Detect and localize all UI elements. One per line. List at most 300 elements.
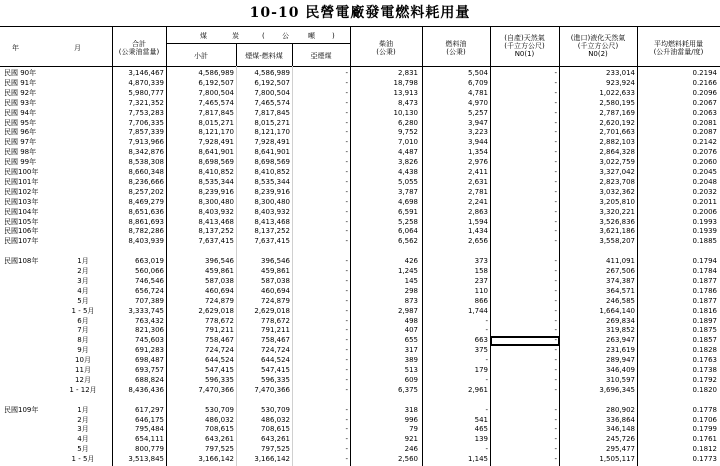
table-cell-ngd[interactable]: - [554,326,557,335]
table-cell-sub[interactable]: 8,641,901 [198,148,234,157]
table-cell-ngd[interactable]: - [554,217,557,226]
table-cell-fo[interactable]: 375 [474,346,488,355]
table-cell-bit[interactable]: 8,239,916 [254,187,290,196]
table-cell-diesel[interactable]: 407 [404,326,418,335]
table-cell-fo[interactable]: 1,145 [467,455,488,464]
table-cell-total[interactable]: 663,019 [135,257,164,266]
table-cell-fo[interactable]: 139 [474,435,488,444]
table-cell-diesel[interactable]: 7,010 [397,138,418,147]
table-cell-sub[interactable]: 8,137,252 [198,227,234,236]
table-cell-sub[interactable]: 778,672 [205,316,234,325]
table-cell-diesel[interactable]: 145 [404,276,418,285]
table-cell-diesel[interactable]: 921 [404,435,418,444]
table-cell-year[interactable]: 民國108年 [4,257,39,266]
table-cell-bit[interactable]: 530,709 [261,405,290,414]
table-cell-bit[interactable]: 644,524 [261,356,290,365]
table-cell-total[interactable]: 821,306 [135,326,164,335]
table-cell-ngd[interactable]: - [554,455,557,464]
table-cell-ngd[interactable]: - [554,227,557,236]
table-cell-subb[interactable]: - [345,435,348,444]
table-cell-total[interactable]: 800,779 [135,445,164,454]
table-cell-subb[interactable]: - [345,118,348,127]
table-cell-month[interactable]: 4月 [77,435,89,444]
table-cell-diesel[interactable]: 246 [404,445,418,454]
table-cell-year[interactable]: 民國100年 [4,168,39,176]
table-cell-year[interactable]: 民國101年 [4,177,39,186]
table-cell-avg[interactable]: 0.1706 [692,415,717,424]
table-cell-bit[interactable]: 724,724 [261,346,290,355]
table-cell-subb[interactable]: - [345,375,348,384]
table-cell-bit[interactable]: 7,817,845 [254,108,290,117]
table-cell-sub[interactable]: 8,698,569 [198,158,234,167]
table-cell-sub[interactable]: 8,239,916 [198,187,234,196]
table-cell-ngd[interactable]: - [554,296,557,305]
table-cell-sub[interactable]: 8,121,170 [198,128,234,137]
table-cell-lng[interactable]: 1,664,140 [599,306,635,315]
table-cell-subb[interactable]: - [345,138,348,147]
table-cell-year[interactable]: 民國105年 [4,217,39,226]
table-cell-total[interactable]: 745,603 [135,336,164,345]
table-cell-diesel[interactable]: 4,487 [397,148,418,157]
table-cell-total[interactable]: 8,342,876 [128,148,164,157]
table-cell-sub[interactable]: 459,861 [205,267,234,275]
table-cell-sub[interactable]: 724,724 [205,346,234,355]
table-cell-lng[interactable]: 3,205,810 [599,197,635,206]
table-cell-year[interactable]: 民國102年 [4,187,39,196]
table-cell-avg[interactable]: 0.2076 [692,148,717,157]
table-cell-sub[interactable]: 8,410,852 [198,168,234,176]
table-cell-ngd[interactable]: - [554,138,557,147]
table-cell-subb[interactable]: - [345,207,348,216]
table-cell-ngd[interactable]: - [554,69,557,77]
table-cell-ngd[interactable]: - [554,168,557,176]
table-cell-month[interactable]: 2月 [77,415,89,424]
table-cell-diesel[interactable]: 318 [404,405,418,414]
table-cell-diesel[interactable]: 5,055 [397,177,418,186]
table-cell-lng[interactable]: 3,320,221 [599,207,635,216]
table-cell-avg[interactable]: 0.2081 [692,118,717,127]
table-cell-avg[interactable]: 0.2045 [692,168,717,176]
table-cell-sub[interactable]: 486,032 [205,415,234,424]
table-cell-total[interactable]: 8,236,666 [128,177,164,186]
table-cell-month[interactable]: 9月 [77,346,89,355]
table-cell-subb[interactable]: - [345,286,348,295]
table-cell-fo[interactable]: 2,961 [467,385,488,394]
table-cell-avg[interactable]: 0.1794 [692,257,717,266]
table-cell-avg[interactable]: 0.2048 [692,177,717,186]
table-cell-avg[interactable]: 0.1939 [692,227,717,236]
table-cell-fo[interactable]: 541 [474,415,488,424]
table-cell-lng[interactable]: 2,701,663 [599,128,635,137]
table-cell-diesel[interactable]: 6,280 [397,118,418,127]
table-cell-ngd[interactable]: - [554,267,557,275]
table-cell-sub[interactable]: 7,800,504 [198,88,234,97]
table-cell-diesel[interactable]: 298 [404,286,418,295]
table-cell-ngd[interactable]: - [554,445,557,454]
table-cell-month[interactable]: 1 - 5月 [71,455,95,464]
table-cell-total[interactable]: 3,513,845 [128,455,164,464]
table-cell-fo[interactable]: 6,709 [467,78,488,87]
table-cell-lng[interactable]: 3,696,345 [599,385,635,394]
table-cell-fo[interactable]: - [485,375,488,384]
table-cell-month[interactable]: 3月 [77,425,89,434]
table-cell-sub[interactable]: 3,166,142 [198,455,234,464]
table-cell-fo[interactable]: 158 [474,267,488,275]
table-cell-diesel[interactable]: 609 [404,375,418,384]
table-cell-diesel[interactable]: 6,562 [397,237,418,246]
table-cell-lng[interactable]: 411,091 [606,257,635,266]
table-cell-subb[interactable]: - [345,217,348,226]
table-cell-sub[interactable]: 791,211 [205,326,234,335]
table-cell-fo[interactable]: 2,241 [467,197,488,206]
table-cell-ngd[interactable]: - [554,316,557,325]
table-cell-lng[interactable]: 2,823,708 [599,177,635,186]
selected-cell[interactable] [490,336,560,346]
table-cell-avg[interactable]: 0.1773 [692,455,717,464]
table-cell-diesel[interactable]: 13,913 [393,88,418,97]
table-cell-sub[interactable]: 7,465,574 [198,98,234,107]
table-cell-subb[interactable]: - [345,237,348,246]
table-cell-sub[interactable]: 7,470,366 [198,385,234,394]
table-cell-month[interactable]: 7月 [77,326,89,335]
table-cell-subb[interactable]: - [345,267,348,275]
table-cell-bit[interactable]: 797,525 [261,445,290,454]
table-cell-total[interactable]: 3,146,467 [128,69,164,77]
table-cell-total[interactable]: 8,660,348 [128,168,164,176]
table-cell-fo[interactable]: - [485,326,488,335]
table-cell-diesel[interactable]: 873 [404,296,418,305]
table-cell-sub[interactable]: 2,629,018 [198,306,234,315]
table-cell-sub[interactable]: 6,192,507 [198,78,234,87]
table-cell-bit[interactable]: 587,038 [261,276,290,285]
table-cell-subb[interactable]: - [345,168,348,176]
table-cell-bit[interactable]: 758,467 [261,336,290,345]
table-cell-total[interactable]: 7,706,335 [128,118,164,127]
table-cell-total[interactable]: 656,724 [135,286,164,295]
table-cell-ngd[interactable]: - [554,375,557,384]
table-cell-avg[interactable]: 0.1877 [692,296,717,305]
table-cell-month[interactable]: 5月 [77,296,89,305]
table-cell-diesel[interactable]: 5,258 [397,217,418,226]
table-cell-avg[interactable]: 0.2060 [692,158,717,167]
table-cell-total[interactable]: 560,066 [135,267,164,275]
table-cell-diesel[interactable]: 6,375 [397,385,418,394]
table-cell-sub[interactable]: 396,546 [205,257,234,266]
table-cell-sub[interactable]: 643,261 [205,435,234,444]
table-cell-ngd[interactable]: - [554,177,557,186]
table-cell-subb[interactable]: - [345,455,348,464]
table-cell-diesel[interactable]: 655 [404,336,418,345]
table-cell-avg[interactable]: 0.1784 [692,267,717,275]
table-cell-diesel[interactable]: 996 [404,415,418,424]
table-cell-avg[interactable]: 0.2166 [692,78,717,87]
table-cell-total[interactable]: 688,824 [135,375,164,384]
table-cell-lng[interactable]: 364,571 [606,286,635,295]
table-cell-total[interactable]: 763,432 [135,316,164,325]
table-cell-ngd[interactable]: - [554,207,557,216]
table-cell-lng[interactable]: 374,387 [606,276,635,285]
table-cell-ngd[interactable]: - [554,356,557,365]
table-cell-lng[interactable]: 346,148 [606,425,635,434]
table-cell-diesel[interactable]: 4,438 [397,168,418,176]
table-cell-fo[interactable]: 3,223 [467,128,488,137]
table-cell-year[interactable]: 民國107年 [4,237,39,246]
table-cell-total[interactable]: 3,333,745 [128,306,164,315]
table-cell-bit[interactable]: 8,403,932 [254,207,290,216]
table-cell-bit[interactable]: 8,413,468 [254,217,290,226]
table-cell-fo[interactable]: 3,944 [467,138,488,147]
table-cell-month[interactable]: 6月 [77,316,89,325]
table-cell-total[interactable]: 8,651,636 [128,207,164,216]
table-cell-avg[interactable]: 0.1778 [692,405,717,414]
table-cell-sub[interactable]: 460,694 [205,286,234,295]
table-cell-total[interactable]: 693,757 [135,366,164,374]
table-cell-bit[interactable]: 8,535,344 [254,177,290,186]
table-cell-fo[interactable]: 1,744 [467,306,488,315]
table-cell-fo[interactable]: 2,781 [467,187,488,196]
table-cell-fo[interactable]: 4,970 [467,98,488,107]
table-cell-avg[interactable]: 0.2011 [692,197,717,206]
table-cell-lng[interactable]: 346,409 [606,366,635,374]
table-cell-fo[interactable]: 2,656 [467,237,488,246]
table-cell-bit[interactable]: 8,698,569 [254,158,290,167]
table-cell-diesel[interactable]: 513 [404,366,418,374]
table-cell-diesel[interactable]: 4,698 [397,197,418,206]
table-cell-lng[interactable]: 245,726 [606,435,635,444]
table-cell-year[interactable]: 民國 95年 [4,118,37,127]
table-cell-bit[interactable]: 459,861 [261,267,290,275]
table-cell-total[interactable]: 8,257,202 [128,187,164,196]
table-cell-lng[interactable]: 3,022,759 [599,158,635,167]
table-cell-diesel[interactable]: 498 [404,316,418,325]
table-cell-diesel[interactable]: 79 [409,425,418,434]
table-cell-total[interactable]: 8,469,279 [128,197,164,206]
table-cell-fo[interactable]: 179 [474,366,488,374]
table-cell-ngd[interactable]: - [554,415,557,424]
table-cell-subb[interactable]: - [345,415,348,424]
table-cell-total[interactable]: 698,487 [135,356,164,365]
table-cell-subb[interactable]: - [345,197,348,206]
table-cell-avg[interactable]: 0.1738 [692,366,717,374]
table-cell-ngd[interactable]: - [554,425,557,434]
table-cell-lng[interactable]: 2,620,192 [599,118,635,127]
table-cell-sub[interactable]: 644,524 [205,356,234,365]
table-cell-subb[interactable]: - [345,405,348,414]
table-cell-avg[interactable]: 0.1897 [692,316,717,325]
table-cell-bit[interactable]: 7,800,504 [254,88,290,97]
table-cell-year[interactable]: 民國 98年 [4,148,37,157]
table-cell-bit[interactable]: 6,192,507 [254,78,290,87]
table-cell-avg[interactable]: 0.1875 [692,326,717,335]
table-cell-month[interactable]: 8月 [77,336,89,345]
table-cell-avg[interactable]: 0.1877 [692,276,717,285]
table-cell-sub[interactable]: 8,015,271 [198,118,234,127]
table-cell-avg[interactable]: 0.2194 [692,69,717,77]
table-cell-bit[interactable]: 396,546 [261,257,290,266]
table-cell-lng[interactable]: 2,580,195 [599,98,635,107]
table-cell-sub[interactable]: 7,637,415 [198,237,234,246]
table-cell-total[interactable]: 646,175 [135,415,164,424]
table-cell-diesel[interactable]: 3,826 [397,158,418,167]
table-cell-sub[interactable]: 8,535,344 [198,177,234,186]
table-cell-year[interactable]: 民國 94年 [4,108,37,117]
table-cell-fo[interactable]: 465 [474,425,488,434]
table-cell-fo[interactable]: 1,434 [467,227,488,236]
table-cell-fo[interactable]: 4,781 [467,88,488,97]
table-cell-bit[interactable]: 3,166,142 [254,455,290,464]
table-cell-avg[interactable]: 0.1820 [692,385,717,394]
table-cell-fo[interactable]: 2,631 [467,177,488,186]
table-cell-lng[interactable]: 2,882,103 [599,138,635,147]
table-cell-lng[interactable]: 3,526,836 [599,217,635,226]
table-cell-diesel[interactable]: 317 [404,346,418,355]
table-cell-ngd[interactable]: - [554,276,557,285]
table-cell-year[interactable]: 民國 99年 [4,158,37,167]
table-cell-lng[interactable]: 923,924 [606,78,635,87]
table-cell-ngd[interactable]: - [554,187,557,196]
table-cell-sub[interactable]: 596,335 [205,375,234,384]
table-cell-ngd[interactable]: - [554,237,557,246]
table-cell-subb[interactable]: - [345,128,348,137]
table-cell-diesel[interactable]: 3,787 [397,187,418,196]
table-cell-fo[interactable]: - [485,405,488,414]
table-cell-total[interactable]: 654,111 [135,435,164,444]
table-cell-total[interactable]: 7,321,352 [128,98,164,107]
table-cell-subb[interactable]: - [345,316,348,325]
table-cell-total[interactable]: 746,546 [135,276,164,285]
table-cell-month[interactable]: 1月 [77,257,89,266]
table-cell-bit[interactable]: 596,335 [261,375,290,384]
table-cell-diesel[interactable]: 2,560 [397,455,418,464]
table-cell-sub[interactable]: 8,403,932 [198,207,234,216]
table-cell-bit[interactable]: 8,300,480 [254,197,290,206]
table-cell-total[interactable]: 7,913,966 [128,138,164,147]
table-cell-fo[interactable]: 2,863 [467,207,488,216]
table-cell-year[interactable]: 民國 93年 [4,98,37,107]
table-cell-total[interactable]: 617,297 [135,405,164,414]
table-cell-total[interactable]: 8,861,693 [128,217,164,226]
table-cell-avg[interactable]: 0.2032 [692,187,717,196]
table-cell-avg[interactable]: 0.2096 [692,88,717,97]
table-cell-avg[interactable]: 0.1792 [692,375,717,384]
table-cell-fo[interactable]: 3,947 [467,118,488,127]
table-cell-diesel[interactable]: 2,987 [397,306,418,315]
table-cell-ngd[interactable]: - [554,385,557,394]
table-cell-fo[interactable]: 373 [474,257,488,266]
table-cell-year[interactable]: 民國109年 [4,405,39,414]
table-cell-sub[interactable]: 708,615 [205,425,234,434]
table-cell-ngd[interactable]: - [554,366,557,374]
table-cell-ngd[interactable]: - [554,306,557,315]
table-cell-ngd[interactable]: - [554,98,557,107]
table-cell-subb[interactable]: - [345,98,348,107]
table-cell-subb[interactable]: - [345,356,348,365]
table-cell-diesel[interactable]: 10,130 [393,108,418,117]
table-cell-subb[interactable]: - [345,88,348,97]
table-cell-fo[interactable]: 1,594 [467,217,488,226]
table-cell-fo[interactable]: 237 [474,276,488,285]
table-cell-avg[interactable]: 0.2063 [692,108,717,117]
table-cell-lng[interactable]: 3,558,207 [599,237,635,246]
table-cell-total[interactable]: 8,782,286 [128,227,164,236]
table-cell-month[interactable]: 1月 [77,405,89,414]
table-cell-bit[interactable]: 791,211 [261,326,290,335]
table-cell-total[interactable]: 707,389 [135,296,164,305]
table-cell-avg[interactable]: 0.1816 [692,306,717,315]
table-cell-total[interactable]: 7,857,339 [128,128,164,137]
table-cell-diesel[interactable]: 8,473 [397,98,418,107]
table-cell-subb[interactable]: - [345,69,348,77]
table-cell-total[interactable]: 691,283 [135,346,164,355]
table-cell-sub[interactable]: 797,525 [205,445,234,454]
table-cell-ngd[interactable]: - [554,158,557,167]
table-cell-bit[interactable]: 643,261 [261,435,290,444]
table-cell-total[interactable]: 8,403,939 [128,237,164,246]
table-cell-subb[interactable]: - [345,78,348,87]
table-cell-year[interactable]: 民國103年 [4,197,39,206]
table-cell-bit[interactable]: 8,121,170 [254,128,290,137]
table-cell-year[interactable]: 民國 92年 [4,88,37,97]
table-cell-lng[interactable]: 1,022,633 [599,88,635,97]
table-cell-subb[interactable]: - [345,306,348,315]
table-cell-total[interactable]: 795,484 [135,425,164,434]
table-cell-subb[interactable]: - [345,336,348,345]
table-cell-month[interactable]: 4月 [77,286,89,295]
table-cell-fo[interactable]: - [485,445,488,454]
table-cell-ngd[interactable]: - [554,257,557,266]
table-cell-year[interactable]: 民國 90年 [4,69,37,77]
table-cell-bit[interactable]: 7,470,366 [254,385,290,394]
table-cell-lng[interactable]: 336,864 [606,415,635,424]
table-cell-year[interactable]: 民國104年 [4,207,39,216]
table-cell-avg[interactable]: 0.1786 [692,286,717,295]
table-cell-subb[interactable]: - [345,366,348,374]
table-cell-ngd[interactable]: - [554,128,557,137]
table-cell-subb[interactable]: - [345,177,348,186]
table-cell-fo[interactable]: 5,257 [467,108,488,117]
table-cell-diesel[interactable]: 2,831 [397,69,418,77]
table-cell-avg[interactable]: 0.2087 [692,128,717,137]
table-cell-bit[interactable]: 7,465,574 [254,98,290,107]
table-cell-month[interactable]: 12月 [75,375,91,384]
table-cell-lng[interactable]: 3,327,042 [599,168,635,176]
table-cell-month[interactable]: 10月 [75,356,91,365]
table-cell-lng[interactable]: 310,597 [606,375,635,384]
table-cell-bit[interactable]: 8,015,271 [254,118,290,127]
table-cell-diesel[interactable]: 18,798 [393,78,418,87]
table-cell-subb[interactable]: - [345,108,348,117]
table-cell-subb[interactable]: - [345,257,348,266]
table-cell-avg[interactable]: 0.1993 [692,217,717,226]
table-cell-fo[interactable]: 5,504 [467,69,488,77]
table-cell-subb[interactable]: - [345,187,348,196]
table-cell-lng[interactable]: 2,787,169 [599,108,635,117]
table-cell-subb[interactable]: - [345,445,348,454]
table-cell-avg[interactable]: 0.1761 [692,435,717,444]
table-cell-lng[interactable]: 280,902 [606,405,635,414]
table-cell-lng[interactable]: 319,852 [606,326,635,335]
table-cell-total[interactable]: 8,538,308 [128,158,164,167]
table-cell-bit[interactable]: 778,672 [261,316,290,325]
table-cell-month[interactable]: 3月 [77,276,89,285]
table-cell-diesel[interactable]: 6,064 [397,227,418,236]
table-cell-bit[interactable]: 460,694 [261,286,290,295]
table-cell-sub[interactable]: 547,415 [205,366,234,374]
table-cell-avg[interactable]: 0.1857 [692,336,717,345]
table-cell-subb[interactable]: - [345,227,348,236]
table-cell-lng[interactable]: 1,505,117 [599,455,635,464]
table-cell-total[interactable]: 4,870,339 [128,78,164,87]
